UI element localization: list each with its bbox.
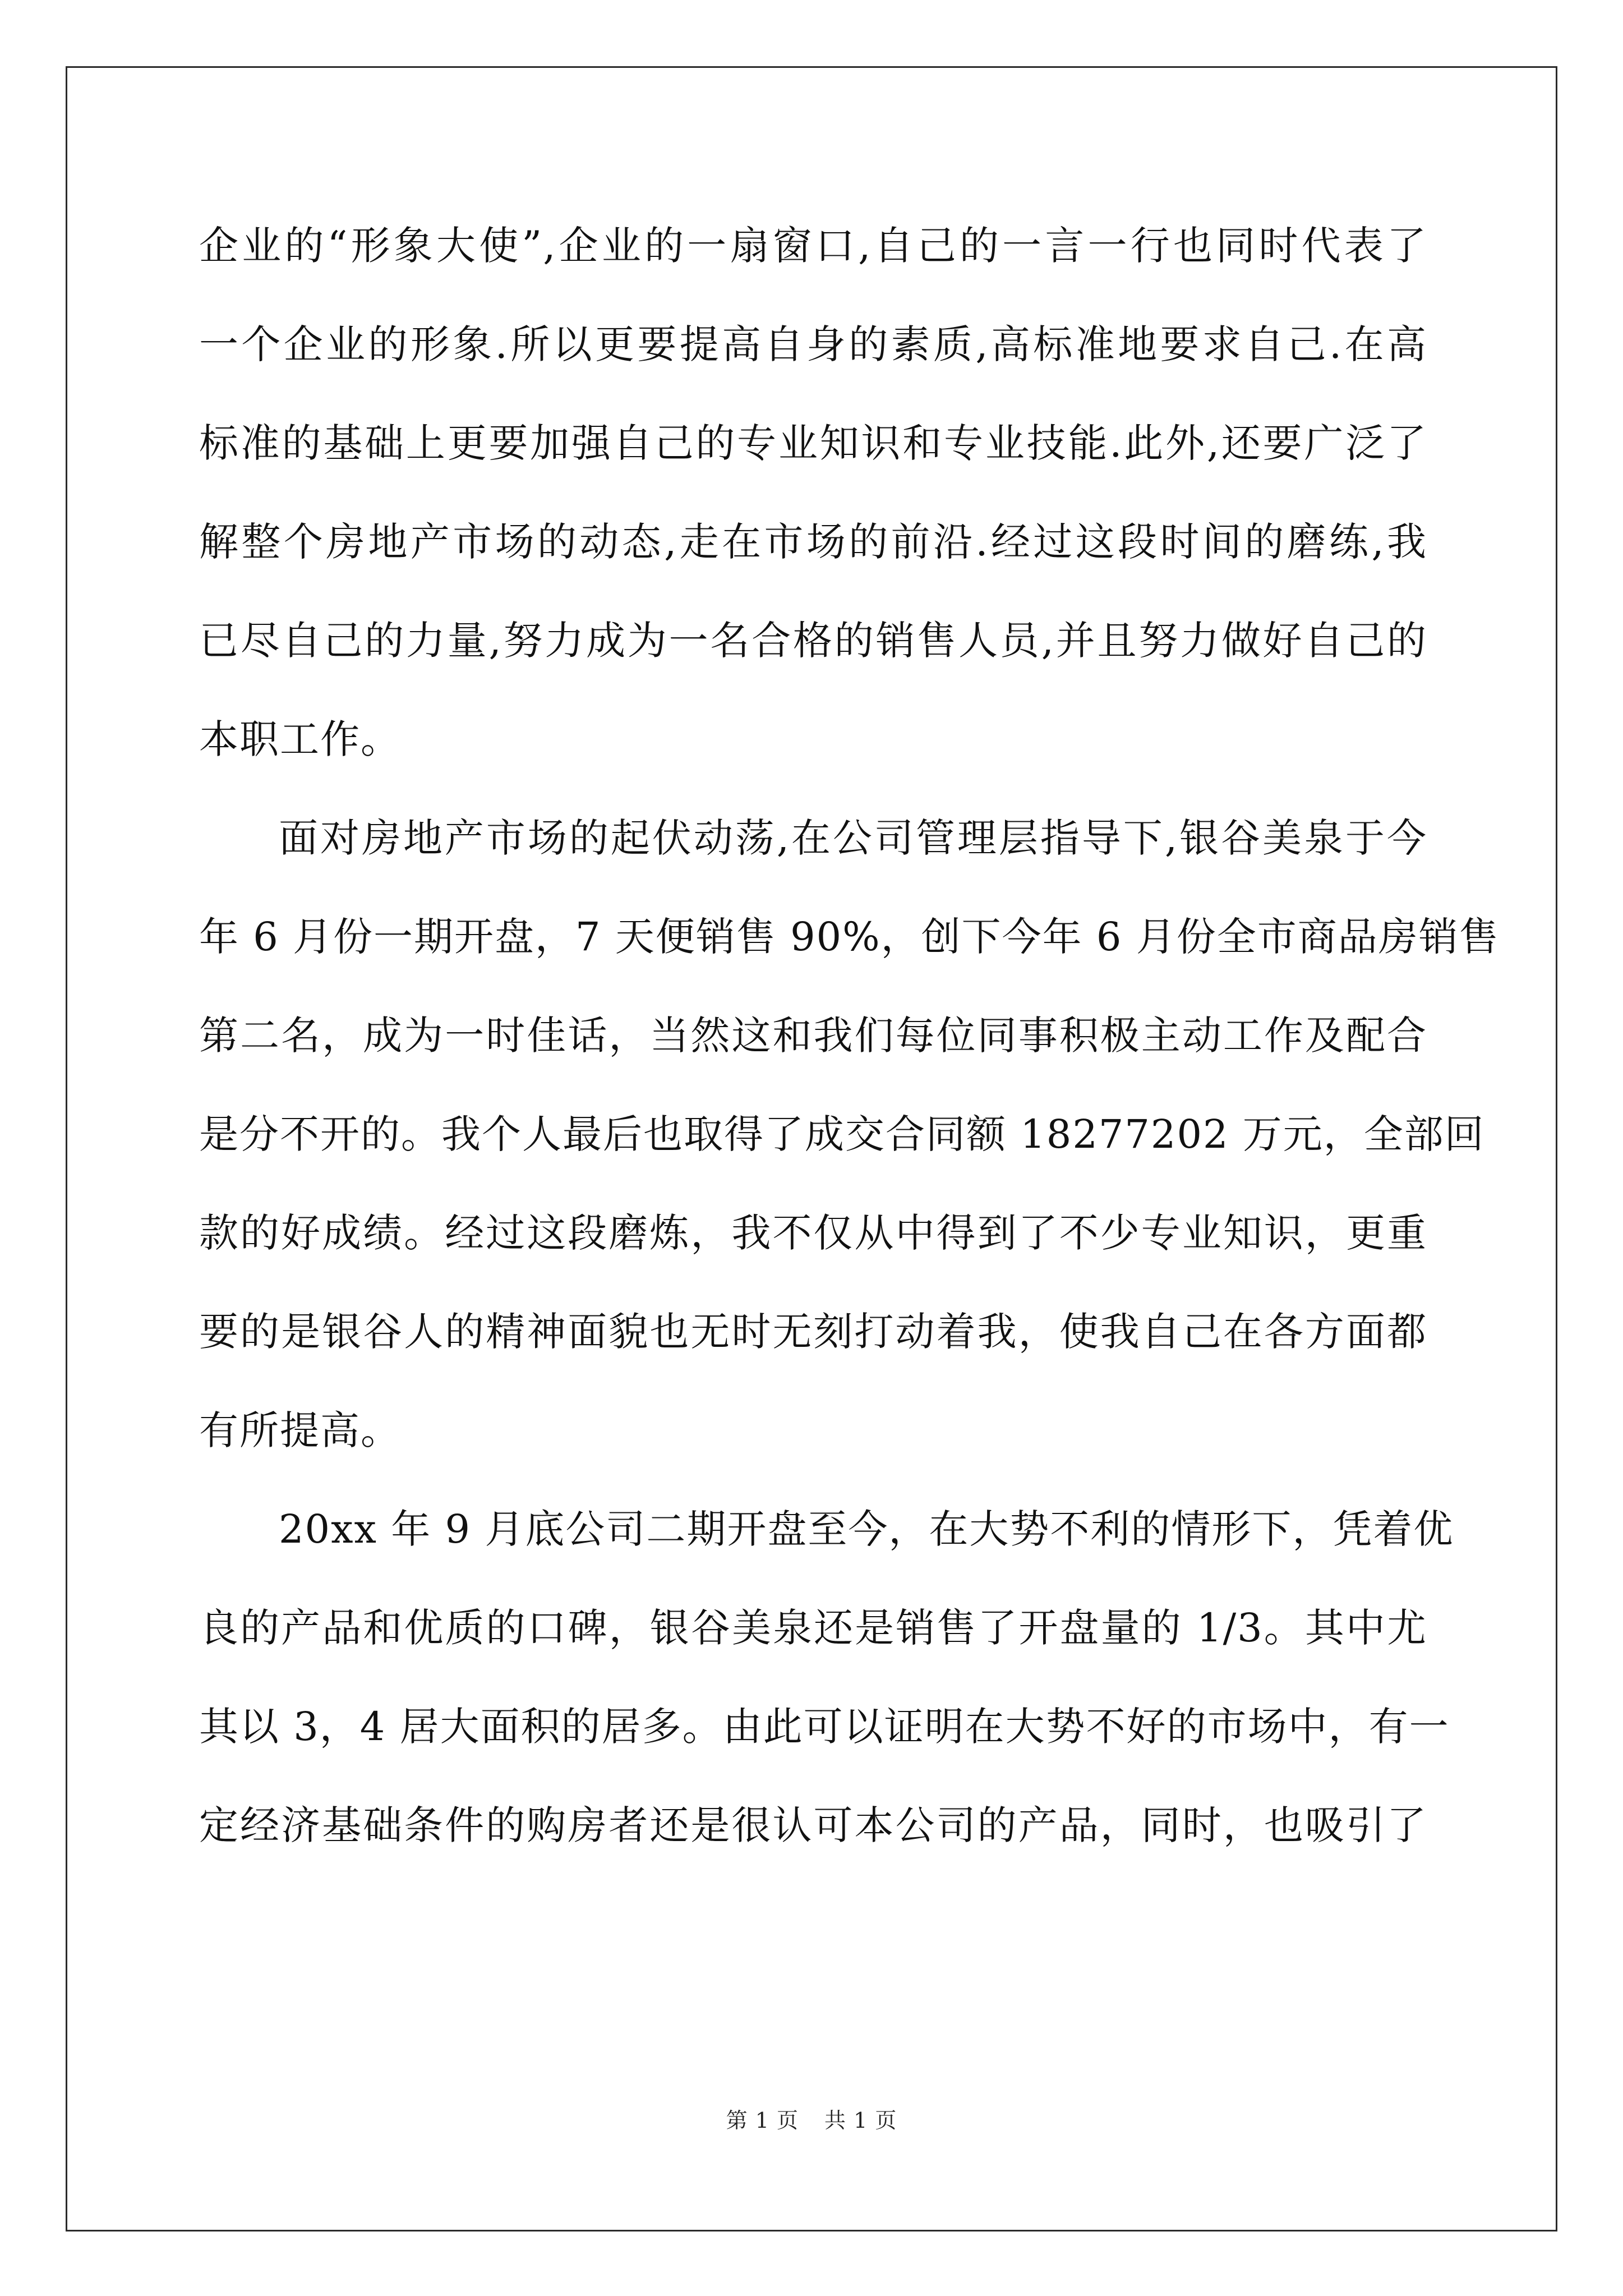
paragraph-line: 第二名，成为一时佳话，当然这和我们每位同事积极主动工作及配合 xyxy=(199,1013,1427,1059)
paragraph-line: 20xx 年 9 月底公司二期开盘至今，在大势不利的情形下，凭着优 xyxy=(279,1506,1454,1552)
paragraph-line: 年 6 月份一期开盘，7 天便销售 90%，创下今年 6 月份全市商品房销售 xyxy=(199,914,1500,960)
paragraph-line: 解整个房地产市场的动态,走在市场的前沿.经过这段时间的磨练,我 xyxy=(199,519,1427,565)
paragraph-line: 其以 3，4 居大面积的居多。由此可以证明在大势不好的市场中，有一 xyxy=(199,1704,1450,1750)
paragraph-line: 有所提高。 xyxy=(199,1407,401,1453)
paragraph-line: 本职工作。 xyxy=(199,716,401,762)
page-footer xyxy=(0,2106,1623,2134)
paragraph-line: 定经济基础条件的购房者还是很认可本公司的产品，同时，也吸引了 xyxy=(199,1802,1427,1848)
paragraph-line: 良的产品和优质的口碑，银谷美泉还是销售了开盘量的 1/3。其中尤 xyxy=(199,1605,1427,1651)
paragraph-line: 面对房地产市场的起伏动荡,在公司管理层指导下,银谷美泉于今 xyxy=(279,815,1427,861)
paragraph-line: 已尽自己的力量,努力成为一名合格的销售人员,并且努力做好自己的 xyxy=(199,618,1427,664)
paragraph-line: 标准的基础上更要加强自己的专业知识和专业技能.此外,还要广泛了 xyxy=(199,420,1427,466)
document-body xyxy=(199,196,1500,1875)
page-total: 共 1 页 xyxy=(824,2108,897,2133)
paragraph-line: 一个企业的形象.所以更要提高自身的素质,高标准地要求自己.在高 xyxy=(199,321,1427,367)
paragraph-line: 要的是银谷人的精神面貌也无时无刻打动着我，使我自己在各方面都 xyxy=(199,1309,1427,1355)
paragraph-line: 款的好成绩。经过这段磨炼，我不仅从中得到了不少专业知识，更重 xyxy=(199,1210,1427,1256)
paragraph-line: 是分不开的。我个人最后也取得了成交合同额 18277202 万元，全部回 xyxy=(199,1111,1485,1157)
paragraph-line: 企业的“形象大使”,企业的一扇窗口,自己的一言一行也同时代表了 xyxy=(199,223,1427,269)
page-number: 第 1 页 xyxy=(726,2108,799,2133)
